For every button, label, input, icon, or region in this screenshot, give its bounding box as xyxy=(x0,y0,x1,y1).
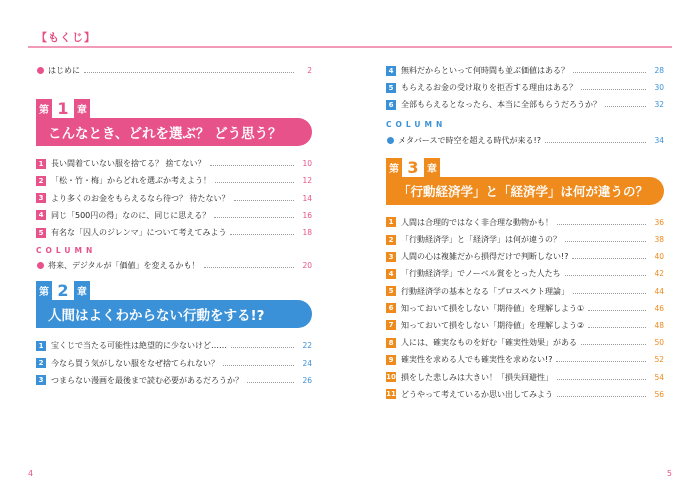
dot-leader xyxy=(223,365,294,366)
column-entry[interactable] xyxy=(36,257,312,274)
chapter-1 xyxy=(36,99,312,274)
dot-leader xyxy=(215,182,294,183)
entry-page: 34 xyxy=(654,135,664,145)
dot-leader xyxy=(210,165,294,166)
dot-leader xyxy=(581,89,646,90)
entry-number: 6 xyxy=(386,100,396,110)
column-label: COLUMN xyxy=(386,120,447,130)
entry-page: 54 xyxy=(654,372,664,382)
entry-number: 3 xyxy=(36,375,46,385)
toc-entry[interactable] xyxy=(36,224,312,241)
entry-title: 損をした悲しみは大きい！「損失回避性」 xyxy=(401,372,553,382)
entry-title: 人には、確実なものを好む「確実性効果」がある xyxy=(401,338,577,348)
entry-number: 3 xyxy=(386,252,396,262)
dot-leader xyxy=(581,344,646,345)
chapter-3-badge xyxy=(386,158,664,177)
entry-title: 知っておいて損をしない「期待値」を理解しよう① xyxy=(401,303,585,313)
chapter-prefix: 第 xyxy=(386,158,402,177)
page-number-left: 4 xyxy=(28,469,34,478)
entry-title: 確実性を求める人でも確実性を求めない!? xyxy=(401,355,553,365)
entry-title: 行動経済学の基本となる「プロスペクト理論」 xyxy=(401,286,569,296)
bullet-dot-icon xyxy=(387,137,394,144)
dot-leader xyxy=(557,224,646,225)
chapter-1-badge xyxy=(36,99,312,118)
dot-leader xyxy=(214,217,294,218)
entry-page: 36 xyxy=(654,217,664,227)
dot-leader xyxy=(565,241,646,242)
entry-number: 1 xyxy=(36,341,46,351)
chapter-2-continued xyxy=(386,62,664,149)
entry-page: 32 xyxy=(654,100,664,110)
entry-number: 2 xyxy=(386,235,396,245)
dot-leader xyxy=(231,347,294,348)
entry-title: 今なら買う気がしない服をなぜ捨てられない？ xyxy=(51,358,219,368)
bullet-dot-icon xyxy=(37,67,44,74)
entry-title: 長い間着ていない服を捨てる？ 捨てない？ xyxy=(51,159,206,169)
chapter-1-title[interactable]: こんなとき、どれを選ぶ？ どう思う？ xyxy=(36,118,312,146)
chapter-3 xyxy=(386,158,664,403)
entry-number: 4 xyxy=(36,210,46,220)
entry-page: 30 xyxy=(654,83,664,93)
dot-leader xyxy=(84,72,294,73)
dot-leader xyxy=(565,275,646,276)
dot-leader xyxy=(204,267,294,268)
toc-entry[interactable] xyxy=(36,372,312,389)
toc-entry[interactable] xyxy=(36,190,312,207)
toc-entry[interactable] xyxy=(386,96,664,113)
entry-title: 同じ「500円の得」なのに、同じに思える？ xyxy=(51,210,211,220)
entry-number: 11 xyxy=(386,390,396,399)
entry-page: 22 xyxy=(302,341,312,351)
entry-title: 全部もらえるとなったら、本当に全部もらうだろうか？ xyxy=(401,100,601,110)
toc-entry[interactable] xyxy=(386,334,664,351)
entry-title: つまらない漫画を最後まで読む必要があるだろうか？ xyxy=(51,375,243,385)
chapter-suffix: 章 xyxy=(424,158,440,177)
chapter-2 xyxy=(36,281,312,389)
dot-leader xyxy=(557,396,646,397)
entry-page: 42 xyxy=(654,269,664,279)
entry-page: 18 xyxy=(302,228,312,238)
chapter-2-badge xyxy=(36,281,312,300)
entry-page: 2 xyxy=(307,66,312,76)
entry-page: 46 xyxy=(654,303,664,313)
dot-leader xyxy=(557,379,646,380)
entry-page: 26 xyxy=(302,375,312,385)
entry-number: 10 xyxy=(386,373,396,382)
entry-title: 知っておいて損をしない「期待値」を理解しよう② xyxy=(401,320,585,330)
entry-page: 16 xyxy=(302,210,312,220)
toc-entry[interactable] xyxy=(36,155,312,172)
dot-leader xyxy=(572,258,646,259)
entry-title: 将来、デジタルが「価値」を変えるかも！ xyxy=(48,261,200,271)
entry-number: 5 xyxy=(386,286,396,296)
chapter-suffix: 章 xyxy=(74,99,90,118)
chapter-prefix: 第 xyxy=(36,99,52,118)
column-entry[interactable] xyxy=(386,132,664,149)
chapter-suffix: 章 xyxy=(74,281,90,300)
entry-title: 宝くじで当たる可能性は絶望的に少ないけど…… xyxy=(51,341,227,351)
dot-leader xyxy=(556,361,646,362)
toc-entry[interactable] xyxy=(386,79,664,96)
entry-number: 1 xyxy=(386,217,396,227)
chapter-3-title[interactable]: 「行動経済学」と「経済学」は何が違うの？ xyxy=(386,177,664,205)
toc-entry[interactable] xyxy=(386,351,664,368)
toc-entry[interactable] xyxy=(386,283,664,300)
toc-entry[interactable] xyxy=(386,368,664,385)
chapter-number: 3 xyxy=(402,158,424,177)
entry-title: 「松・竹・梅」からどれを選ぶか考えよう！ xyxy=(51,176,211,186)
toc-entry[interactable] xyxy=(386,248,664,265)
entry-page: 14 xyxy=(302,193,312,203)
entry-number: 1 xyxy=(36,159,46,169)
entry-title: 人間の心は複雑だから損得だけで判断しない!? xyxy=(401,252,569,262)
column-label: COLUMN xyxy=(36,245,97,255)
entry-number: 5 xyxy=(36,228,46,238)
entry-title: 無料だからといって何時間も並ぶ価値はある？ xyxy=(401,66,569,76)
entry-number: 7 xyxy=(386,320,396,330)
toc-entry[interactable] xyxy=(386,214,664,231)
entry-number: 8 xyxy=(386,338,396,348)
chapter-prefix: 第 xyxy=(36,281,52,300)
entry-number: 5 xyxy=(386,83,396,93)
toc-heading: 【もくじ】 xyxy=(36,31,96,44)
toc-entry[interactable] xyxy=(36,337,312,354)
entry-title: メタバースで時空を超える時代が来る!? xyxy=(398,135,541,145)
entry-page: 56 xyxy=(654,389,664,399)
toc-entry[interactable] xyxy=(386,231,664,248)
entry-page: 52 xyxy=(654,355,664,365)
right-page xyxy=(386,62,664,403)
entry-page: 50 xyxy=(654,338,664,348)
toc-entry[interactable] xyxy=(386,317,664,334)
dot-leader xyxy=(230,234,294,235)
entry-page: 40 xyxy=(654,252,664,262)
entry-page: 44 xyxy=(654,286,664,296)
entry-number: 2 xyxy=(36,176,46,186)
entry-number: 2 xyxy=(36,358,46,368)
entry-number: 3 xyxy=(36,193,46,203)
entry-title: はじめに xyxy=(48,66,80,76)
toc-entry[interactable] xyxy=(386,386,664,403)
bullet-dot-icon xyxy=(37,262,44,269)
entry-title: 「行動経済学」と「経済学」は何が違うの？ xyxy=(401,235,561,245)
toc-entry[interactable] xyxy=(36,172,312,189)
dot-leader xyxy=(573,293,646,294)
entry-number: 4 xyxy=(386,66,396,76)
page-number-right: 5 xyxy=(666,469,672,478)
entry-page: 10 xyxy=(302,159,312,169)
entry-title: どうやって考えているか思い出してみよう xyxy=(401,389,553,399)
entry-page: 38 xyxy=(654,235,664,245)
entry-page: 20 xyxy=(302,261,312,271)
entry-number: 4 xyxy=(386,269,396,279)
dot-leader xyxy=(234,200,294,201)
entry-page: 12 xyxy=(302,176,312,186)
dot-leader xyxy=(545,142,646,143)
chapter-number: 1 xyxy=(52,99,74,118)
entry-number: 9 xyxy=(386,355,396,365)
left-page xyxy=(36,62,312,389)
toc-entry[interactable] xyxy=(36,355,312,372)
header-rule xyxy=(28,46,672,48)
entry-title: もらえるお金の受け取りを拒否する理由はある？ xyxy=(401,83,577,93)
chapter-number: 2 xyxy=(52,281,74,300)
entry-title: 有名な「囚人のジレンマ」について考えてみよう xyxy=(51,228,227,238)
dot-leader xyxy=(588,327,646,328)
chapter-2-title[interactable]: 人間はよくわからない行動をする!? xyxy=(36,300,312,328)
entry-number: 6 xyxy=(386,303,396,313)
entry-title: より多くのお金をもらえるなら待つ？ 待たない？ xyxy=(51,193,230,203)
entry-title: 人間は合理的ではなく非合理な動物かも！ xyxy=(401,217,553,227)
toc-entry[interactable] xyxy=(386,300,664,317)
toc-entry[interactable] xyxy=(36,207,312,224)
dot-leader xyxy=(573,72,646,73)
toc-entry[interactable] xyxy=(386,62,664,79)
entry-page: 24 xyxy=(302,358,312,368)
toc-entry[interactable] xyxy=(386,265,664,282)
dot-leader xyxy=(588,310,646,311)
entry-title: 「行動経済学」でノーベル賞をとった人たち xyxy=(401,269,561,279)
intro-entry[interactable] xyxy=(36,62,312,79)
entry-page: 28 xyxy=(654,66,664,76)
entry-page: 48 xyxy=(654,320,664,330)
dot-leader xyxy=(605,106,646,107)
dot-leader xyxy=(247,382,294,383)
